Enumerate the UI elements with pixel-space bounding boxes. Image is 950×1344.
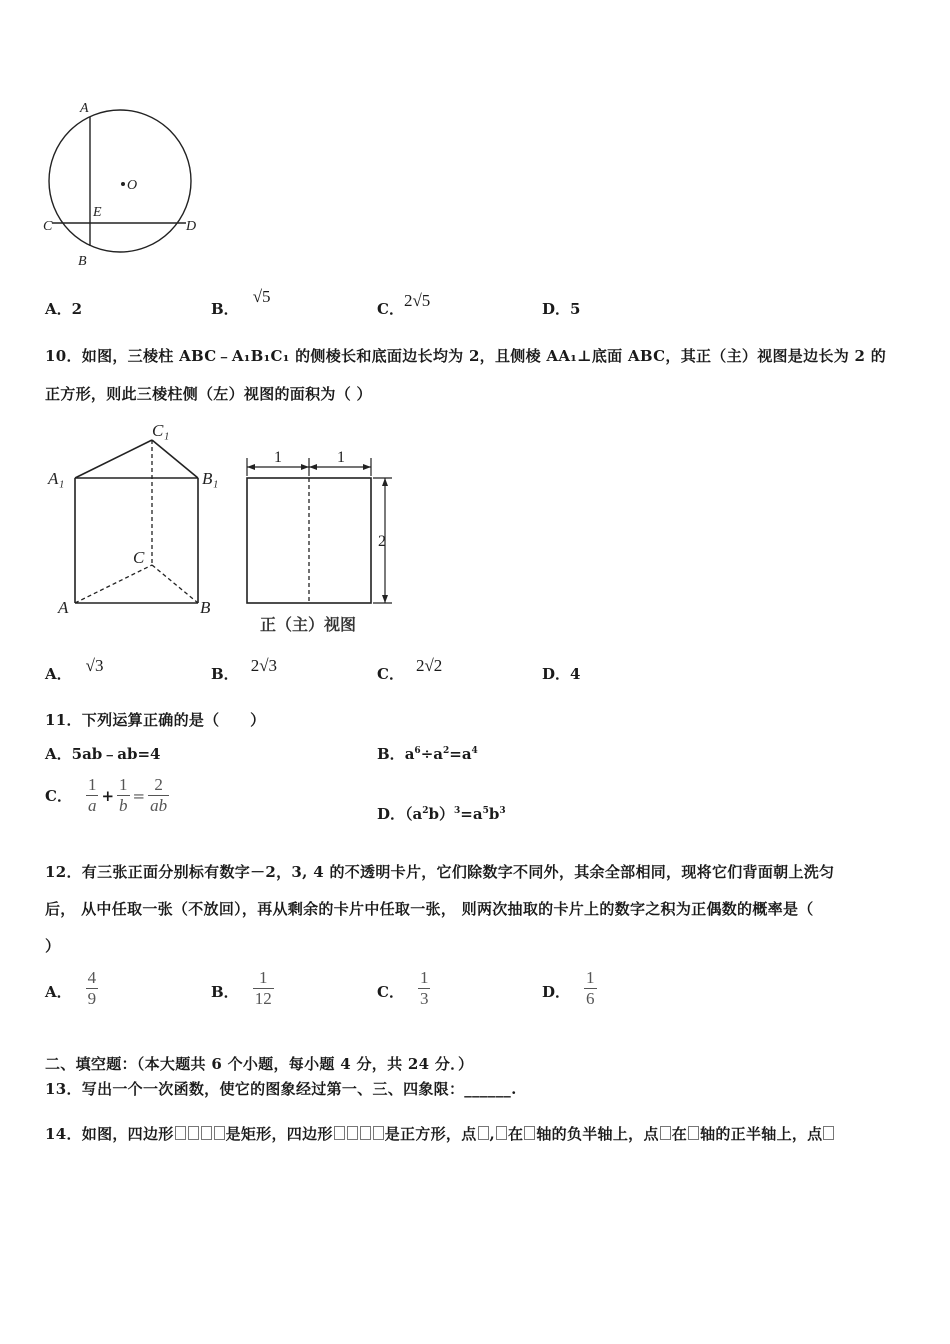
- missing-glyph: [373, 1126, 384, 1140]
- label-c: C: [133, 548, 145, 567]
- q11-stem: 11．下列运算正确的是（ ）: [45, 711, 266, 729]
- missing-glyph: [175, 1126, 186, 1140]
- label-a1: A₁: [48, 469, 65, 488]
- option-letter: A．: [45, 983, 72, 1001]
- label-e: E: [93, 205, 102, 220]
- option-value: 2√3: [250, 656, 278, 675]
- q9-option-b: [211, 287, 271, 318]
- q11-option-b: [377, 743, 478, 764]
- term: =a: [460, 805, 483, 823]
- option-letter: C．: [45, 787, 72, 805]
- prism-figure: [40, 420, 400, 640]
- q9-option-a: [45, 298, 82, 319]
- option-letter: A．: [45, 665, 72, 683]
- missing-glyph: [660, 1126, 671, 1140]
- q11-option-a: [45, 743, 161, 764]
- exponent: 4: [471, 746, 478, 756]
- front-view-caption: 正（主）视图: [260, 615, 357, 634]
- dim-label-side: 2: [378, 533, 386, 550]
- option-letter: D．: [542, 300, 571, 318]
- exponent: 3: [454, 806, 461, 816]
- option-value: √5: [252, 287, 271, 306]
- text-segment: 14．如图，四边形: [45, 1125, 174, 1143]
- option-letter: C．: [377, 983, 404, 1001]
- label-c: C: [43, 219, 53, 234]
- dim-label-left: 1: [274, 449, 282, 466]
- edge-c1-b1: [152, 440, 198, 478]
- term: （a: [405, 805, 423, 823]
- numerator: 2: [154, 775, 163, 794]
- term: =a: [449, 745, 472, 763]
- option-letter: B．: [377, 745, 405, 763]
- label-c1: C₁: [152, 421, 170, 440]
- text-segment: 轴的负半轴上，点: [536, 1125, 659, 1143]
- q12-stem-line3: ）: [45, 937, 61, 955]
- label-b: B: [200, 598, 211, 617]
- term: a: [404, 745, 415, 763]
- section-heading: 二、填空题：（本大题共 6 个小题，每小题 4 分，共 24 分．）: [45, 1055, 474, 1073]
- denominator: b: [119, 796, 128, 815]
- q13-text: 13．写出一个一次函数，使它的图象经过第一、三、四象限：______.: [45, 1080, 517, 1098]
- label-o: O: [127, 178, 138, 193]
- fraction: [148, 775, 169, 816]
- exponent: 5: [482, 806, 489, 816]
- q10-option-c: [377, 655, 443, 683]
- label-a: A: [58, 598, 69, 617]
- q10-stem-line2: 正方形，则此三棱柱侧（左）视图的面积为（ ）: [45, 385, 372, 403]
- denominator: 12: [254, 989, 272, 1008]
- fraction: [117, 775, 130, 816]
- dim-label-right: 1: [337, 449, 345, 466]
- option-letter: B．: [211, 300, 239, 318]
- denominator: 3: [419, 989, 429, 1008]
- exponent: 3: [499, 806, 506, 816]
- q11-option-c: [45, 775, 169, 816]
- missing-glyph: [496, 1126, 507, 1140]
- fraction: [86, 775, 99, 816]
- exponent: 6: [414, 746, 421, 756]
- q9-option-d: [542, 298, 580, 319]
- term: ÷a: [420, 745, 443, 763]
- q10-option-b: [211, 655, 278, 683]
- missing-glyph: [688, 1126, 699, 1140]
- option-letter: A．: [45, 745, 72, 763]
- q10-stem-line1: 10．如图，三棱柱 ABC﹣A₁B₁C₁ 的侧棱长和底面边长均为 2，且侧棱 AA₁⊥底面 ABC，其正（主）视图是边长为 2 的: [45, 347, 887, 365]
- term: b: [488, 805, 500, 823]
- option-letter: A．: [45, 300, 72, 318]
- numerator: 1: [87, 775, 97, 794]
- numerator: 1: [258, 968, 268, 987]
- exponent: 2: [422, 806, 429, 816]
- text-segment: 轴的正半轴上，点: [700, 1125, 823, 1143]
- circle-figure: [40, 95, 215, 275]
- option-letter: C．: [377, 665, 404, 683]
- fraction: [584, 968, 597, 1009]
- edge-c-b: [152, 565, 198, 603]
- option-value: 2√5: [403, 291, 431, 310]
- option-letter: D．: [542, 983, 571, 1001]
- missing-glyph: [478, 1126, 489, 1140]
- q12-stem-line1: 12．有三张正面分别标有数字－2，3, 4 的不透明卡片，它们除数字不同外，其余全部相同，现将它们背面朝上洗匀: [45, 863, 835, 881]
- option-letter: D．: [542, 665, 571, 683]
- center-point: [121, 182, 125, 186]
- option-value: 5: [570, 300, 581, 318]
- term: b）: [428, 805, 455, 823]
- label-b1: B₁: [202, 469, 219, 488]
- option-value: 2: [71, 300, 83, 318]
- q11-option-d: [377, 803, 506, 824]
- missing-glyph: [823, 1126, 834, 1140]
- edge-a-c: [75, 565, 152, 603]
- circle-o: [49, 110, 191, 252]
- text-segment: ,: [489, 1125, 496, 1143]
- numerator: 1: [119, 775, 128, 794]
- fraction: [86, 968, 99, 1009]
- missing-glyph: [524, 1126, 535, 1140]
- missing-glyph: [201, 1126, 212, 1140]
- option-letter: B．: [211, 983, 239, 1001]
- option-value: 4: [570, 665, 581, 683]
- q12-option-b: [211, 968, 274, 1009]
- q10-option-a: [45, 655, 104, 683]
- plus-sign: +: [101, 786, 115, 805]
- q12-option-c: [377, 968, 430, 1009]
- q12-option-d: [542, 968, 597, 1009]
- text-segment: 是正方形，点: [384, 1125, 477, 1143]
- fraction: [253, 968, 274, 1009]
- q9-option-c: [377, 291, 431, 318]
- missing-glyph: [188, 1126, 199, 1140]
- missing-glyph: [360, 1126, 371, 1140]
- missing-glyph: [214, 1126, 225, 1140]
- numerator: 1: [419, 968, 429, 987]
- label-b: B: [78, 254, 87, 269]
- option-value: √3: [85, 656, 104, 675]
- q14-text: [45, 1123, 835, 1144]
- denominator: 6: [586, 989, 595, 1008]
- denominator: 9: [87, 989, 97, 1008]
- label-d: D: [186, 219, 197, 234]
- numerator: 1: [586, 968, 595, 987]
- label-a: A: [80, 101, 89, 116]
- numerator: 4: [87, 968, 97, 987]
- exponent: 2: [442, 746, 450, 756]
- option-value: 5ab﹣ab=4: [71, 745, 161, 763]
- option-letter: B．: [211, 665, 239, 683]
- missing-glyph: [347, 1126, 358, 1140]
- option-letter: C．: [377, 300, 404, 318]
- edge-a1-c1: [75, 440, 152, 478]
- equals-sign: =: [132, 786, 146, 805]
- text-segment: 在: [671, 1125, 688, 1143]
- text-segment: 在: [508, 1125, 524, 1143]
- missing-glyph: [334, 1126, 345, 1140]
- text-segment: 是矩形，四边形: [225, 1125, 333, 1143]
- option-letter: D．: [377, 805, 406, 823]
- option-value: 2√2: [415, 656, 443, 675]
- denominator: a: [87, 796, 97, 815]
- denominator: ab: [150, 796, 168, 815]
- q12-option-a: [45, 968, 98, 1009]
- q12-stem-line2: 后， 从中任取一张（不放回），再从剩余的卡片中任取一张， 则两次抽取的卡片上的数字之积为正偶数的概率是（: [45, 900, 814, 918]
- q10-option-d: [542, 663, 580, 684]
- fraction: [418, 968, 431, 1009]
